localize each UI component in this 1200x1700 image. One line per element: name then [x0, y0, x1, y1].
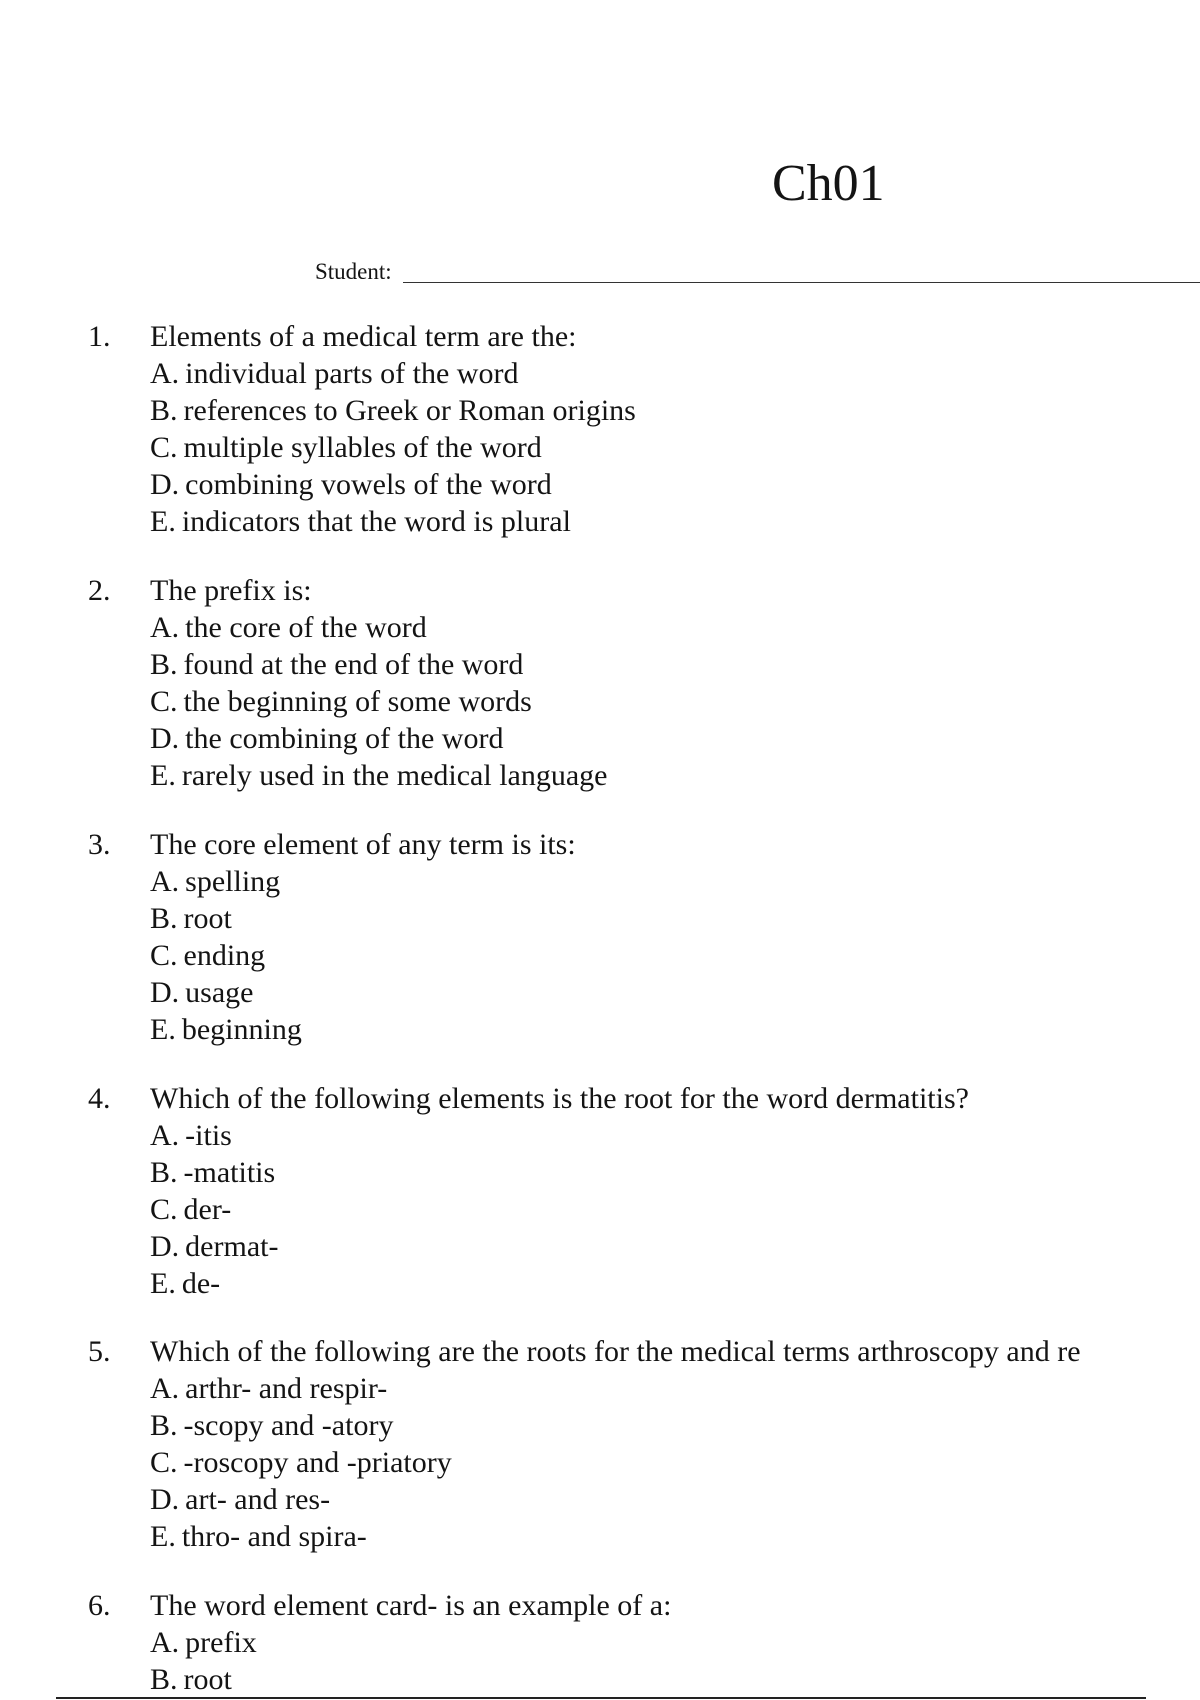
- question-text: Which of the following are the roots for the medical terms arthroscopy and re: [150, 1335, 1081, 1368]
- option-letter: E.: [150, 1013, 176, 1046]
- answer-option-c: [150, 683, 532, 720]
- option-text: -matitis: [183, 1156, 276, 1189]
- option-letter: E.: [150, 759, 176, 792]
- option-letter: C.: [150, 939, 178, 972]
- option-text: ending: [183, 939, 266, 972]
- option-letter: D.: [150, 1230, 180, 1263]
- option-text: der-: [183, 1193, 232, 1226]
- answer-option-a: [150, 1117, 232, 1154]
- question-text: The prefix is:: [150, 574, 312, 607]
- question-text: The core element of any term is its:: [150, 828, 576, 861]
- answer-option-d: [150, 720, 503, 757]
- option-text: spelling: [185, 865, 281, 898]
- answer-option-e: [150, 757, 607, 794]
- answer-option-d: [150, 1228, 278, 1265]
- answer-option-e: [150, 503, 571, 540]
- option-letter: C.: [150, 1193, 178, 1226]
- option-text: beginning: [181, 1013, 302, 1046]
- answer-option-a: [150, 1624, 257, 1661]
- option-letter: B.: [150, 902, 178, 935]
- option-letter: E.: [150, 505, 176, 538]
- option-text: dermat-: [185, 1230, 279, 1263]
- option-text: rarely used in the medical language: [181, 759, 608, 792]
- option-text: -roscopy and -priatory: [183, 1446, 452, 1479]
- question-number: 1.: [88, 320, 111, 353]
- option-text: combining vowels of the word: [185, 468, 552, 501]
- answer-option-c: [150, 1191, 231, 1228]
- question-text: The word element card- is an example of a:: [150, 1589, 672, 1622]
- student-name-line: [403, 282, 1200, 283]
- answer-option-e: [150, 1011, 302, 1048]
- option-text: indicators that the word is plural: [181, 505, 571, 538]
- answer-option-b: [150, 900, 232, 937]
- answer-option-a: [150, 609, 427, 646]
- student-label: Student:: [315, 259, 392, 284]
- answer-option-d: [150, 974, 253, 1011]
- option-letter: D.: [150, 1483, 180, 1516]
- option-text: the core of the word: [185, 611, 427, 644]
- answer-option-d: [150, 466, 552, 503]
- option-letter: A.: [150, 357, 180, 390]
- answer-option-a: [150, 863, 280, 900]
- option-letter: A.: [150, 611, 180, 644]
- question-number: 2.: [88, 574, 111, 607]
- option-text: de-: [181, 1267, 221, 1300]
- option-text: references to Greek or Roman origins: [183, 394, 636, 427]
- option-letter: A.: [150, 1119, 180, 1152]
- option-letter: B.: [150, 1409, 178, 1442]
- option-text: root: [183, 902, 232, 935]
- answer-option-e: [150, 1265, 220, 1302]
- option-letter: D.: [150, 468, 180, 501]
- option-letter: C.: [150, 431, 178, 464]
- option-letter: E.: [150, 1267, 176, 1300]
- option-text: root: [183, 1663, 232, 1696]
- option-text: -itis: [185, 1119, 232, 1152]
- answer-option-b: [150, 1661, 232, 1698]
- option-text: the combining of the word: [185, 722, 504, 755]
- option-letter: E.: [150, 1520, 176, 1553]
- option-letter: D.: [150, 722, 180, 755]
- option-text: usage: [185, 976, 254, 1009]
- option-text: found at the end of the word: [183, 648, 524, 681]
- option-letter: C.: [150, 685, 178, 718]
- option-letter: C.: [150, 1446, 178, 1479]
- answer-option-b: [150, 392, 636, 429]
- answer-option-c: [150, 429, 542, 466]
- option-text: individual parts of the word: [185, 357, 519, 390]
- option-letter: A.: [150, 865, 180, 898]
- option-letter: D.: [150, 976, 180, 1009]
- option-letter: B.: [150, 1156, 178, 1189]
- option-text: multiple syllables of the word: [183, 431, 542, 464]
- answer-option-c: [150, 1444, 452, 1481]
- question-number: 3.: [88, 828, 111, 861]
- answer-option-b: [150, 1407, 393, 1444]
- option-letter: B.: [150, 1663, 178, 1696]
- answer-option-b: [150, 646, 523, 683]
- question-text: Elements of a medical term are the:: [150, 320, 577, 353]
- option-letter: B.: [150, 394, 178, 427]
- answer-option-c: [150, 937, 265, 974]
- page-title: Ch01: [772, 155, 885, 212]
- answer-option-a: [150, 355, 518, 392]
- option-text: art- and res-: [185, 1483, 331, 1516]
- option-letter: A.: [150, 1372, 180, 1405]
- question-number: 5.: [88, 1335, 111, 1368]
- option-letter: B.: [150, 648, 178, 681]
- page-bottom-rule: [56, 1697, 1146, 1699]
- option-text: thro- and spira-: [181, 1520, 367, 1553]
- option-text: prefix: [185, 1626, 257, 1659]
- student-field: [315, 256, 1200, 286]
- option-text: -scopy and -atory: [183, 1409, 394, 1442]
- answer-option-a: [150, 1370, 387, 1407]
- option-text: the beginning of some words: [183, 685, 532, 718]
- question-number: 6.: [88, 1589, 111, 1622]
- answer-option-d: [150, 1481, 330, 1518]
- option-text: arthr- and respir-: [185, 1372, 388, 1405]
- answer-option-e: [150, 1518, 367, 1555]
- question-number: 4.: [88, 1082, 111, 1115]
- question-text: Which of the following elements is the root for the word dermatitis?: [150, 1082, 969, 1115]
- answer-option-b: [150, 1154, 275, 1191]
- option-letter: A.: [150, 1626, 180, 1659]
